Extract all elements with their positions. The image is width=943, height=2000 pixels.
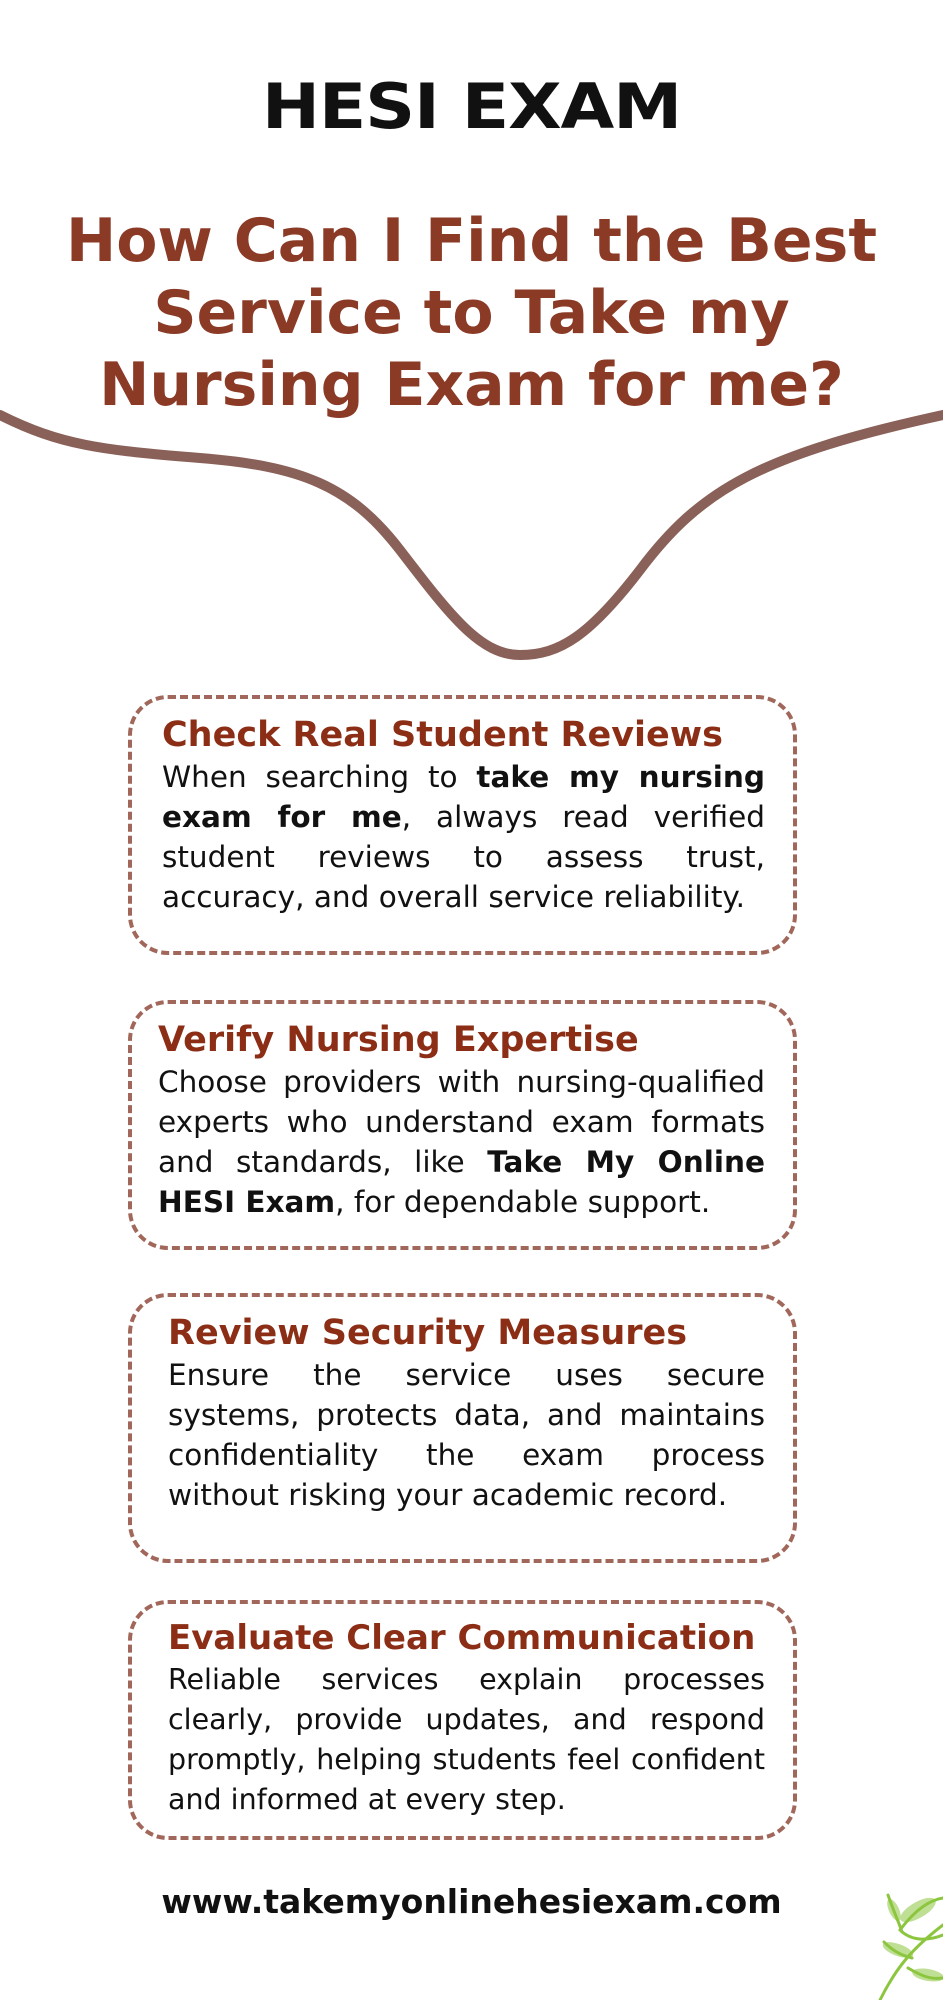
card-text [158, 1062, 765, 1222]
card-text-part: , always read verified student reviews to assess trust, accuracy, and overall service reliability. [162, 800, 765, 914]
card-text-part: When searching to [162, 760, 477, 794]
page-title: How Can I Find the Best Service to Take my Nursing Exam for me? [66, 206, 877, 420]
card-keyword: Take My Online HESI Exam [158, 1145, 765, 1219]
card-heading: Review Security Measures [168, 1313, 688, 1353]
card-text: Ensure the service uses secure systems, protects data, and maintains confidentiality the exam process without risking your academic record. [168, 1358, 765, 1512]
card-text-part: , for dependable support. [335, 1185, 711, 1219]
card-text [162, 757, 765, 917]
card-text: Reliable services explain processes clearly, provide updates, and respond promptly, helping students feel confident and informed at every step. [168, 1663, 765, 1816]
card-text-part: Choose providers with nursing-qualified experts who understand exam formats and standards, like [158, 1065, 765, 1179]
leaf-icon [870, 1880, 943, 2000]
footer-url: www.takemyonlinehesiexam.com [161, 1882, 782, 1921]
card-verify-expertise [128, 1000, 797, 1250]
card-heading: Evaluate Clear Communication [168, 1618, 756, 1658]
card-review-security [128, 1293, 797, 1563]
card-check-reviews [128, 695, 797, 955]
card-evaluate-communication [128, 1600, 797, 1840]
logo: HESI EXAM [261, 70, 682, 143]
card-heading: Check Real Student Reviews [162, 715, 723, 755]
card-keyword: take my nursing exam for me [162, 760, 765, 834]
card-heading: Verify Nursing Expertise [158, 1020, 639, 1060]
wave-divider [0, 380, 943, 680]
